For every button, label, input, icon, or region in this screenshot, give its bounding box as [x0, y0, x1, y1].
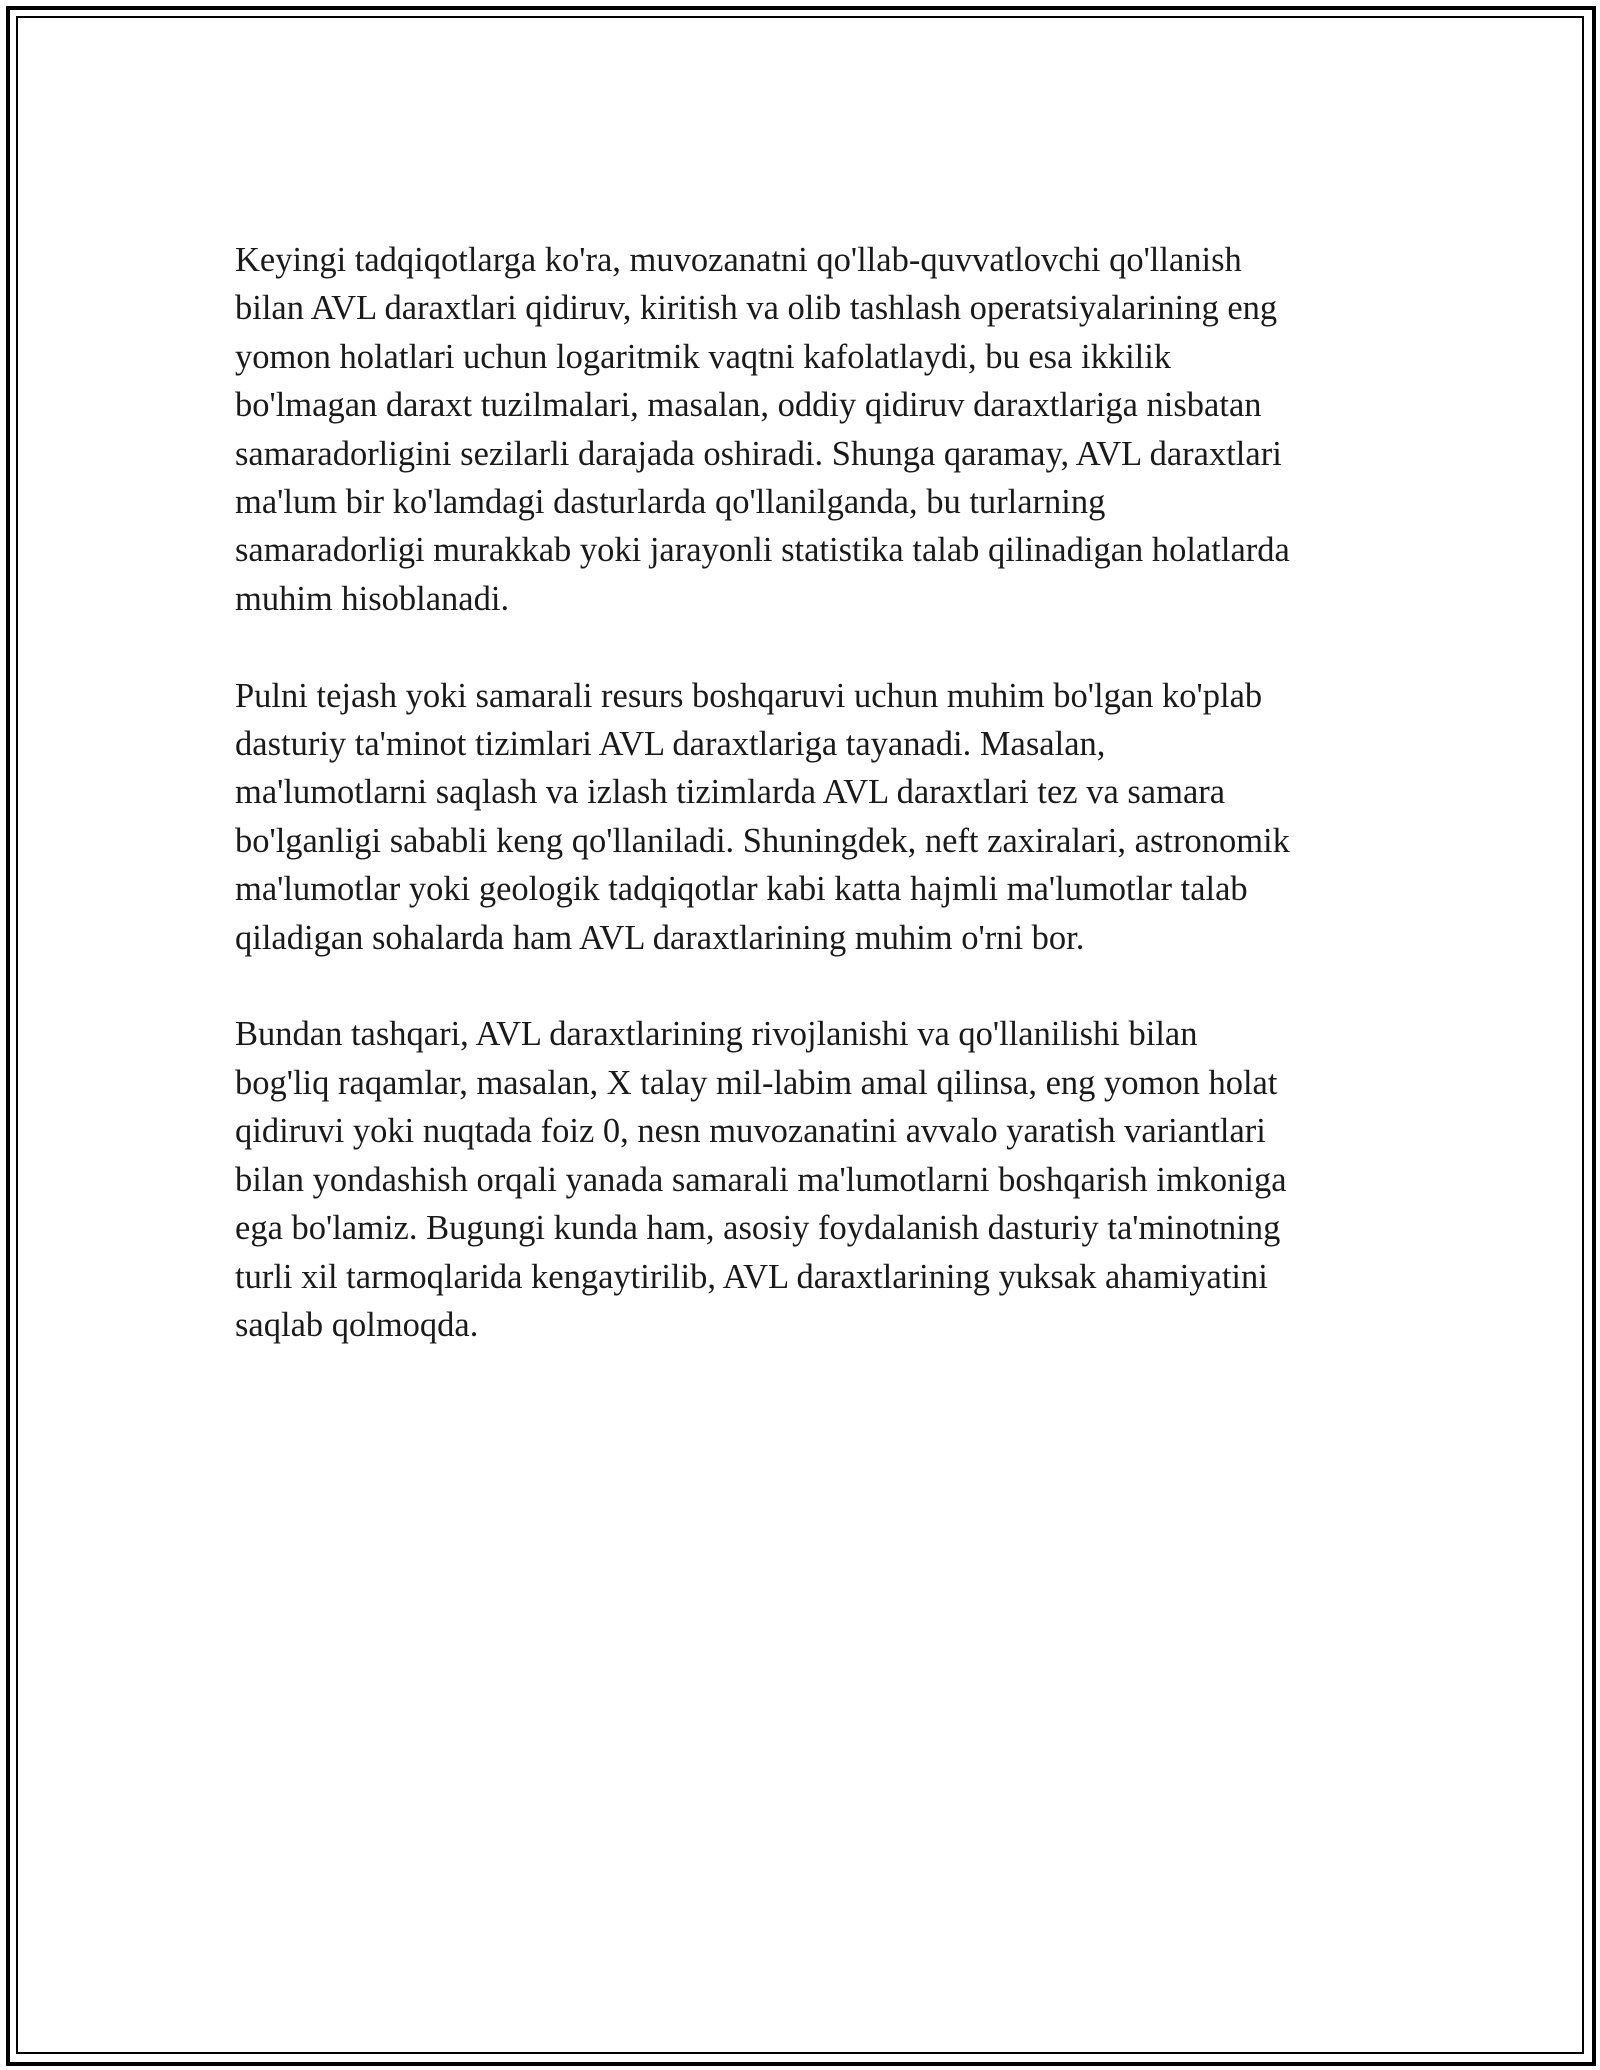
- paragraph-3: Bundan tashqari, AVL daraxtlarining rivojlanishi va qo'llanilishi bilan bog'liq raqamlar, masalan, X talay mil-labim amal qilinsa, eng yomon holat qidiruvi yoki nuqtada foiz 0, nesn muvozanatini avvalo yaratish variantlari bilan yondashish orqali yanada samarali ma'lumotlarni boshqarish imkoniga ega bo'lamiz. Bugungi kunda ham, asosiy foydalanish dasturiy ta'minotning turli xil tarmoqlarida kengaytirilib, AVL daraxtlarining yuksak ahamiyatini saqlab qolmoqda.: [235, 1015, 1287, 1344]
- paragraph-2: Pulni tejash yoki samarali resurs boshqaruvi uchun muhim bo'lgan ko'plab dasturiy ta'minot tizimlari AVL daraxtlariga tayanadi. Masalan, ma'lumotlarni saqlash va izlash tizimlarda AVL daraxtlari tez va samara bo'lganligi sababli keng qo'llaniladi. Shuningdek, neft zaxiralari, astronomik ma'lumotlar yoki geologik tadqiqotlar kabi katta hajmli ma'lumotlar talab qiladigan sohalarda ham AVL daraxtlarining muhim o'rni bor.: [235, 676, 1290, 957]
- paragraph-1: Keyingi tadqiqotlarga ko'ra, muvozanatni qo'llab-quvvatlovchi qo'llanish bilan AVL daraxtlari qidiruv, kiritish va olib tashlash operatsiyalarining eng yomon holatlari uchun logaritmik vaqtni kafolatlaydi, bu esa ikkilik bo'lmagan daraxt tuzilmalari, masalan, oddiy qidiruv daraxtlariga nisbatan samaradorligini sezilarli darajada oshiradi. Shunga qaramay, AVL daraxtlari ma'lum bir ko'lamdagi dasturlarda qo'llanilganda, bu turlarning samaradorligi murakkab yoki jarayonli statistika talab qilinadigan holatlarda muhim hisoblanadi.: [235, 241, 1290, 618]
- document-body: [235, 236, 1365, 1398]
